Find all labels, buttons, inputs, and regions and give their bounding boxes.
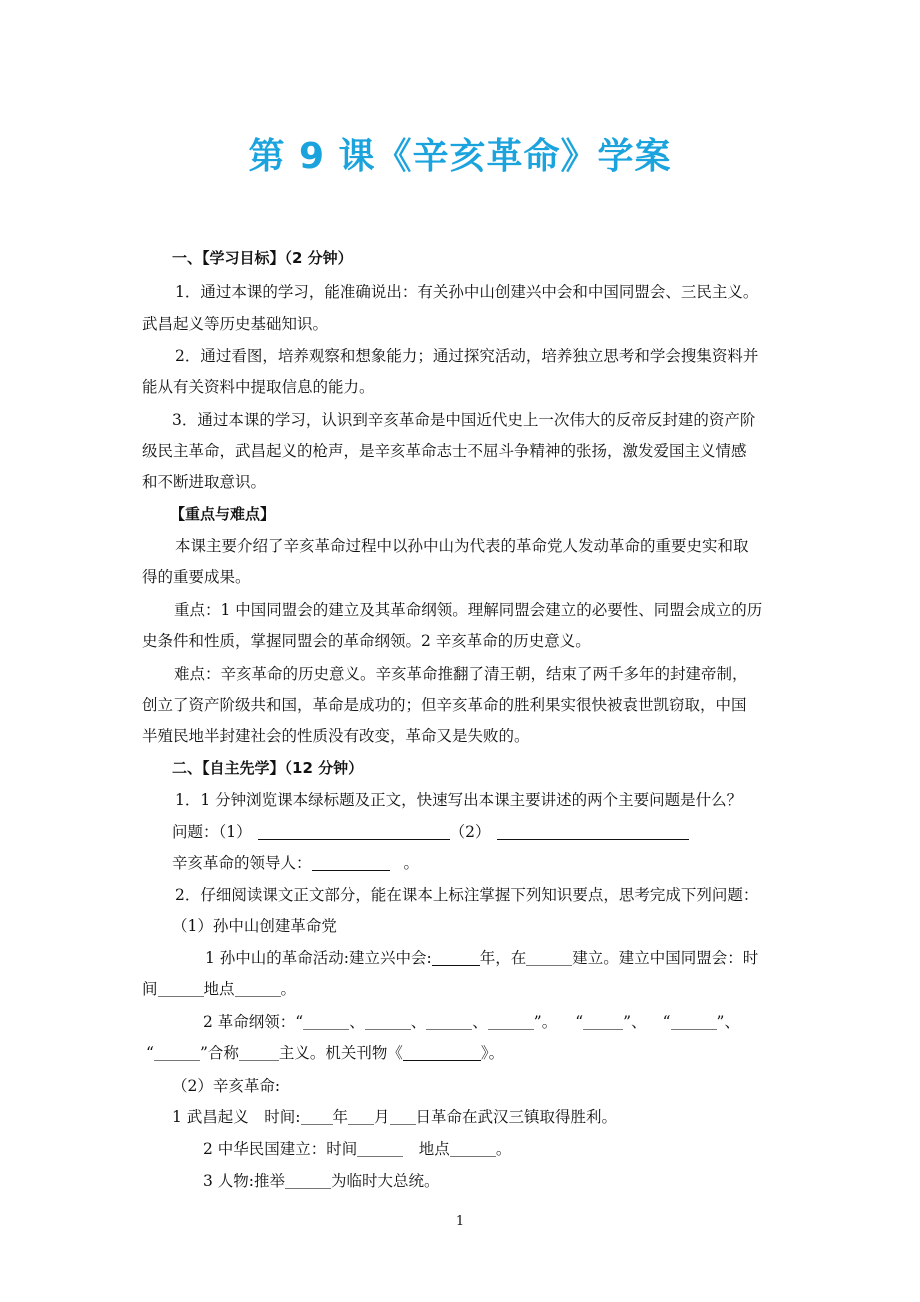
wuchang-month-blank[interactable] xyxy=(348,1108,374,1125)
activity-text-3: 建立。建立中国同盟会：时 xyxy=(572,949,759,967)
program-quote-close-1: ”、 xyxy=(623,1013,647,1031)
program-line-1 xyxy=(203,1012,740,1032)
president-text-2: 为临时大总统。 xyxy=(331,1172,440,1190)
goal-3-line-1: 3．通过本课的学习，认识到辛亥革命是中国近代史上一次伟大的反帝反封建的资产阶 xyxy=(172,411,756,429)
program-blank-3[interactable] xyxy=(426,1013,472,1030)
question-1-label: 问题：（1） xyxy=(172,823,252,841)
program-line-2 xyxy=(146,1043,504,1063)
year-blank[interactable] xyxy=(432,949,480,966)
roc-text-1: 2 中华民国建立：时间 xyxy=(203,1140,358,1158)
answer-blank-2[interactable] xyxy=(497,823,689,840)
wuchang-day-blank[interactable] xyxy=(390,1108,416,1125)
president-line xyxy=(203,1171,440,1191)
roc-line xyxy=(203,1139,511,1159)
program-blank-6[interactable] xyxy=(671,1013,717,1030)
program-text-4: 》。 xyxy=(480,1044,505,1062)
wuchang-month: 月 xyxy=(374,1108,390,1126)
key-point-line-1: 重点：1 中国同盟会的建立及其革命纲领。理解同盟会建立的必要性、同盟会成立的历 xyxy=(174,601,763,619)
answer-blank-1[interactable] xyxy=(258,823,450,840)
goal-3-line-2: 级民主革命，武昌起义的枪声，是辛亥革命志士不屈斗争精神的张扬，激发爱国主义情感 xyxy=(142,442,747,460)
program-sep-3: 、 xyxy=(472,1013,488,1031)
program-text-1: 2 革命纲领：“ xyxy=(203,1013,304,1031)
question-1-label-2: （2） xyxy=(449,823,491,841)
wuchang-line xyxy=(172,1107,617,1127)
program-blank-1[interactable] xyxy=(303,1013,349,1030)
time-blank[interactable] xyxy=(158,980,204,997)
place-blank[interactable] xyxy=(526,949,572,966)
program-blank-4[interactable] xyxy=(488,1013,534,1030)
program-text-open: “ xyxy=(146,1044,154,1062)
key-point-line-2: 史条件和性质，掌握同盟会的革命纲领。2 辛亥革命的历史意义。 xyxy=(142,632,591,650)
activity-text-2: 年，在 xyxy=(479,949,527,967)
roc-text-2: 地点 xyxy=(403,1140,450,1158)
president-text-1: 3 人物:推举 xyxy=(203,1172,286,1190)
leader-end: 。 xyxy=(403,854,420,872)
question-1-answers xyxy=(172,822,689,842)
activity-text-6: 。 xyxy=(280,980,297,998)
program-quote-open-2: “ xyxy=(662,1013,671,1031)
question-2: 2．仔细阅读课文正文部分，能在课本上标注掌握下列知识要点，思考完成下列问题： xyxy=(175,886,759,904)
program-sep-2: 、 xyxy=(410,1013,427,1031)
program-blank-5[interactable] xyxy=(583,1013,623,1030)
difficulty-line-2: 创立了资产阶级共和国，革命是成功的；但辛亥革命的胜利果实很快被袁世凯窃取，中国 xyxy=(142,696,747,714)
difficulty-line-1: 难点：辛亥革命的历史意义。辛亥革命推翻了清王朝，结束了两千多年的封建帝制， xyxy=(174,665,748,683)
question-1: 1．1 分钟浏览课本绿标题及正文，快速写出本课主要讲述的两个主要问题是什么？ xyxy=(175,791,743,809)
goal-2-line-2: 能从有关资料中提取信息的能力。 xyxy=(142,378,375,396)
president-blank[interactable] xyxy=(285,1172,331,1189)
roc-place-blank[interactable] xyxy=(450,1140,496,1157)
wuchang-text-1: 1 武昌起义 时间: xyxy=(172,1108,301,1126)
activity-line-2 xyxy=(142,979,296,999)
keypoints-intro-line-2: 得的重要成果。 xyxy=(142,568,251,586)
difficulty-line-3: 半殖民地半封建社会的性质没有改变，革命又是失败的。 xyxy=(142,727,530,745)
program-blank-8[interactable] xyxy=(239,1044,279,1061)
leader-label: 辛亥革命的领导人： xyxy=(172,854,312,872)
roc-text-3: 。 xyxy=(495,1140,512,1158)
subheading-revolution: （2）辛亥革命: xyxy=(172,1077,281,1095)
wuchang-year: 年 xyxy=(332,1108,349,1126)
location-blank[interactable] xyxy=(235,980,281,997)
leader-line xyxy=(172,853,419,873)
activity-text-1: 1 孙中山的革命活动:建立兴中会: xyxy=(205,949,432,967)
section-heading-goals: 一、【学习目标】（2 分钟） xyxy=(172,249,353,267)
activity-text-5: 地点 xyxy=(203,980,235,998)
program-quote-close-2: ”、 xyxy=(716,1013,740,1031)
program-blank-7[interactable] xyxy=(154,1044,200,1061)
journal-blank[interactable] xyxy=(403,1044,481,1061)
page-number: 1 xyxy=(455,1214,465,1229)
keypoints-intro-line-1: 本课主要介绍了辛亥革命过程中以孙中山为代表的革命党人发动革命的重要史实和取 xyxy=(175,537,749,555)
program-quote-open-1: “ xyxy=(575,1013,584,1031)
goal-1-line-2: 武昌起义等历史基础知识。 xyxy=(142,315,329,333)
subheading-party: （1）孙中山创建革命党 xyxy=(172,917,337,935)
wuchang-text-2: 日革命在武汉三镇取得胜利。 xyxy=(415,1108,618,1126)
leader-blank[interactable] xyxy=(312,854,390,871)
keypoints-heading: 【重点与难点】 xyxy=(170,505,276,523)
program-text-2: ”合称 xyxy=(199,1044,239,1062)
goal-2-line-1: 2．通过看图，培养观察和想象能力；通过探究活动，培养独立思考和学会搜集资料并 xyxy=(175,347,759,365)
page-title: 第 9 课《辛亥革命》学案 xyxy=(248,136,672,177)
wuchang-year-blank[interactable] xyxy=(301,1108,333,1125)
roc-time-blank[interactable] xyxy=(357,1140,403,1157)
section-heading-self-study: 二、【自主先学】（12 分钟） xyxy=(172,759,364,777)
activity-text-4: 间 xyxy=(142,980,158,998)
goal-3-line-3: 和不断进取意识。 xyxy=(142,473,267,491)
goal-1-line-1: 1．通过本课的学习，能准确说出：有关孙中山创建兴中会和中国同盟会、三民主义。 xyxy=(175,283,759,301)
program-sep-1: 、 xyxy=(349,1013,365,1031)
program-blank-2[interactable] xyxy=(365,1013,411,1030)
program-close: ”。 xyxy=(533,1013,558,1031)
program-text-3: 主义。机关刊物《 xyxy=(278,1044,403,1062)
activity-line-1 xyxy=(205,948,758,968)
